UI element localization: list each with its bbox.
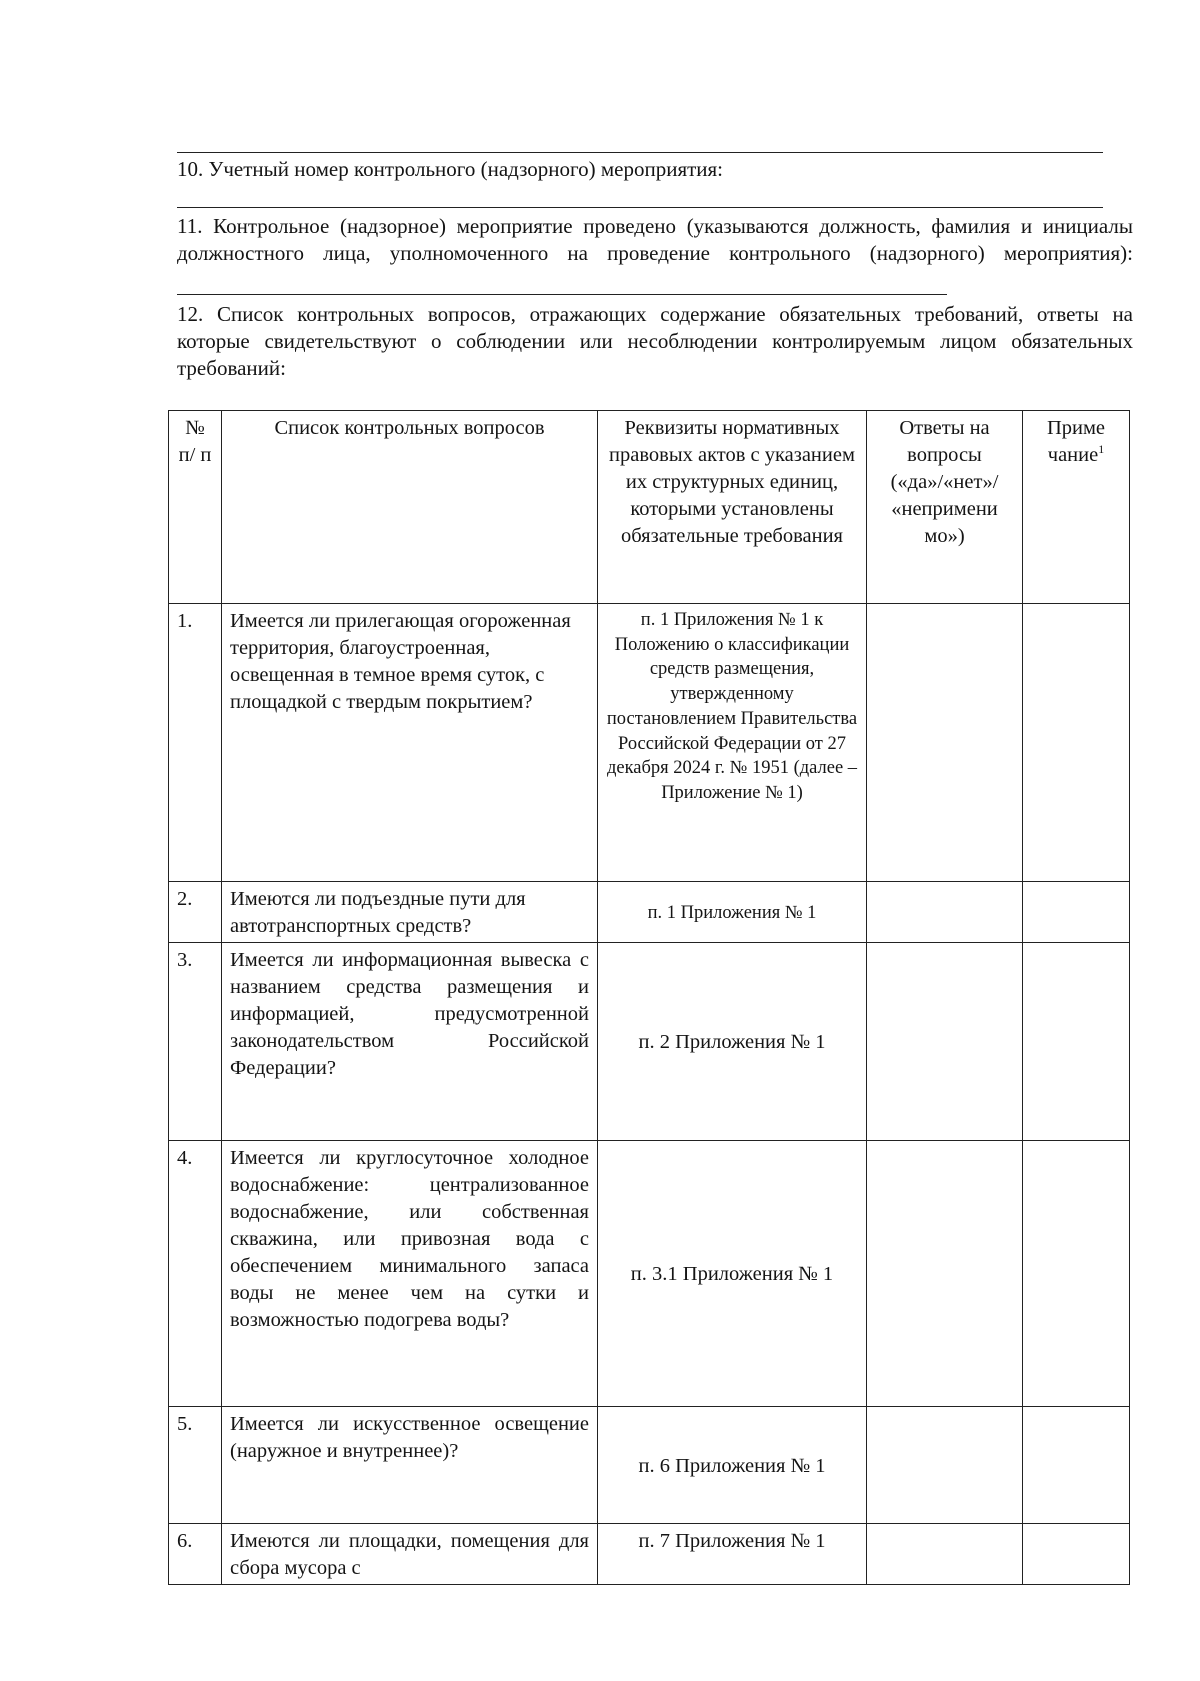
item-11-text: 11. Контрольное (надзорное) мероприятие проведено (указываются должность, фамилия и инициалы должностного лица, уполномоченного на проведение контрольного (надзорного) мероприятия):	[177, 214, 1133, 265]
row-note-cell[interactable]	[1023, 604, 1130, 882]
row-ref: п. 6 Приложения № 1	[598, 1407, 867, 1524]
header-num: № п/ п	[169, 411, 222, 604]
row-ref: п. 2 Приложения № 1	[598, 943, 867, 1141]
row-answer-cell[interactable]	[867, 604, 1023, 882]
row-question: Имеется ли информационная вывеска с названием средства размещения и информацией, предусмотренной законодательством Российской Федерации?	[222, 943, 598, 1141]
field-line-above-11	[177, 207, 1103, 208]
row-answer-cell[interactable]	[867, 943, 1023, 1141]
row-ref: п. 7 Приложения № 1	[598, 1524, 867, 1585]
header-note-footnote: 1	[1098, 442, 1105, 457]
table-row	[169, 604, 1130, 882]
table-row	[169, 882, 1130, 943]
table-row	[169, 943, 1130, 1141]
row-answer-cell[interactable]	[867, 882, 1023, 943]
table-row	[169, 1141, 1130, 1407]
header-question: Список контрольных вопросов	[222, 411, 598, 604]
row-question: Имеется ли круглосуточное холодное водоснабжение: централизованное водоснабжение, или собственная скважина, или привозная вода с обеспечением минимального запаса воды не менее чем на сутки и возможностью подогрева воды?	[222, 1141, 598, 1407]
row-question: Имеются ли площадки, помещения для сбора мусора с	[222, 1524, 598, 1585]
row-num: 5.	[169, 1407, 222, 1524]
row-note-cell[interactable]	[1023, 1524, 1130, 1585]
table-row	[169, 1524, 1130, 1585]
header-note	[1023, 411, 1130, 604]
item-11-conducted-by	[177, 213, 1133, 295]
field-line-above-10	[177, 152, 1103, 153]
row-num: 3.	[169, 943, 222, 1141]
row-num: 6.	[169, 1524, 222, 1585]
item-11-fill-line	[177, 267, 947, 295]
row-ref: п. 1 Приложения № 1	[598, 882, 867, 943]
row-note-cell[interactable]	[1023, 1407, 1130, 1524]
header-answers: Ответы на вопросы («да»/«нет»/ «непримени мо»)	[867, 411, 1023, 604]
row-answer-cell[interactable]	[867, 1524, 1023, 1585]
row-ref: п. 3.1 Приложения № 1	[598, 1141, 867, 1407]
row-answer-cell[interactable]	[867, 1141, 1023, 1407]
row-answer-cell[interactable]	[867, 1407, 1023, 1524]
header-note-label: Приме чание	[1046, 417, 1106, 466]
row-ref: п. 1 Приложения № 1 к Положению о классификации средств размещения, утвержденному постановлением Правительства Российской Федерации от 27 декабря 2024 г. № 1951 (далее – Приложение № 1)	[598, 604, 867, 882]
row-note-cell[interactable]	[1023, 943, 1130, 1141]
header-requisites: Реквизиты нормативных правовых актов с указанием их структурных единиц, которыми установлены обязательные требования	[598, 411, 867, 604]
row-note-cell[interactable]	[1023, 1141, 1130, 1407]
table-header-row	[169, 411, 1130, 604]
item-12-question-list-intro: 12. Список контрольных вопросов, отражающих содержание обязательных требований, ответы на которые свидетельствуют о соблюдении или несоблюдении контролируемым лицом обязательных требований:	[177, 302, 1133, 380]
checklist-table	[168, 410, 1130, 1585]
row-num: 1.	[169, 604, 222, 882]
table-row	[169, 1407, 1130, 1524]
row-note-cell[interactable]	[1023, 882, 1130, 943]
item-10-accounting-number: 10. Учетный номер контрольного (надзорного) мероприятия:	[177, 157, 724, 181]
row-question: Имеется ли прилегающая огороженная территория, благоустроенная, освещенная в темное время суток, с площадкой с твердым покрытием?	[222, 604, 598, 882]
row-num: 2.	[169, 882, 222, 943]
row-question: Имеются ли подъездные пути для автотранспортных средств?	[222, 882, 598, 943]
row-question: Имеется ли искусственное освещение (наружное и внутреннее)?	[222, 1407, 598, 1524]
row-num: 4.	[169, 1141, 222, 1407]
